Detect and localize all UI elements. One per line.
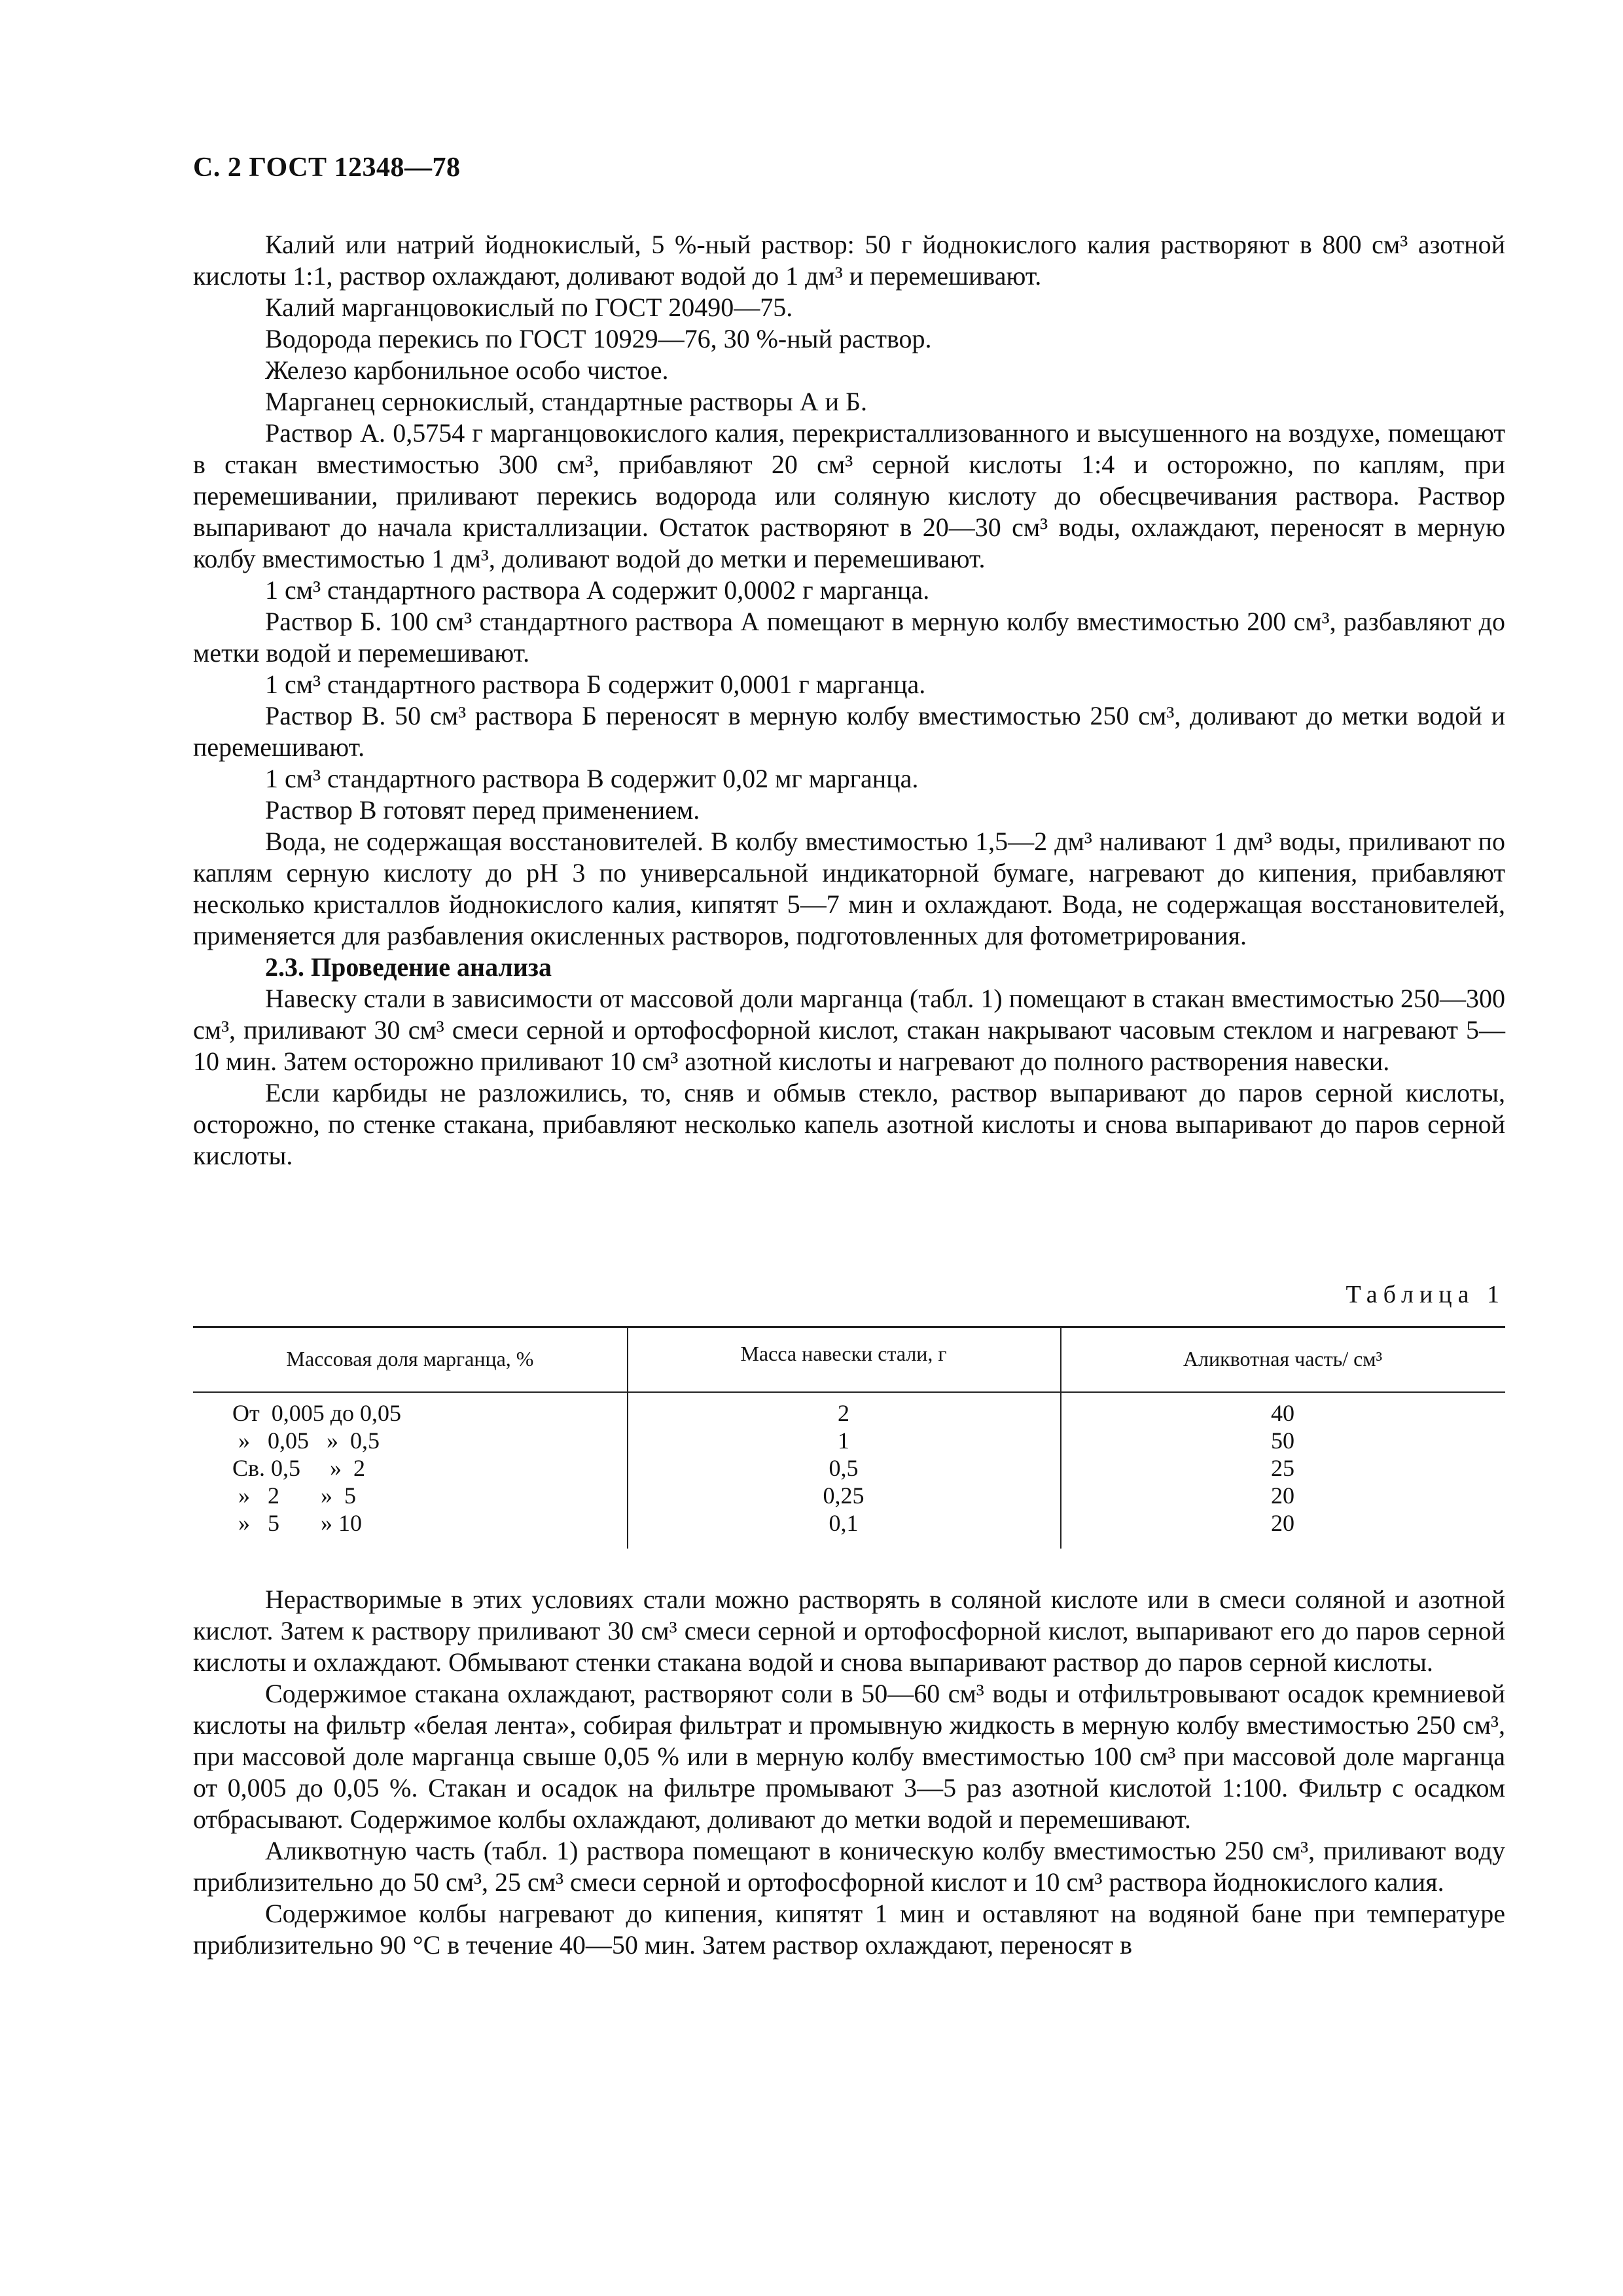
table-header-rule — [193, 1391, 1505, 1393]
paragraph: Навеску стали в зависимости от массовой доли марганца (табл. 1) помещают в стакан вместимостью 250—300 см³, приливают 30 см³ смеси серной и ортофосфорной кислот, стакан накрывают часовым стеклом и нагревают 5—10 мин. Затем осторожно приливают 10 см³ азотной кислоты и нагревают до полного растворения навески. — [193, 984, 1505, 1076]
paragraph: Калий марганцовокислый по ГОСТ 20490—75. — [265, 293, 793, 322]
table-caption: Таблица 1 — [1346, 1281, 1505, 1308]
page-header: С. 2 ГОСТ 12348—78 — [193, 152, 461, 183]
paragraph: Раствор А. 0,5754 г марганцовокислого калия, перекристаллизованного и высушенного на воздухе, помещают в стакан вместимостью 300 см³, прибавляют 20 см³ серной кислоты 1:4 и осторожно, по каплям, при перемешивании, приливают перекись водорода или соляную кислоту до обесцвечивания раствора. Раствор выпаривают до начала кристаллизации. Остаток растворяют в 20—30 см³ воды, охлаждают, переносят в мерную колбу вместимостью 1 дм³, доливают водой до метки и перемешивают. — [193, 418, 1505, 573]
table-cell: Св. 0,5 » 2 — [232, 1455, 366, 1481]
table-top-rule — [193, 1326, 1505, 1328]
paragraph: Раствор В. 50 см³ раствора Б переносят в мерную колбу вместимостью 250 см³, доливают до метки водой и перемешивают. — [193, 701, 1505, 762]
paragraph: Железо карбонильное особо чистое. — [265, 355, 669, 385]
table-cell: » 2 » 5 — [232, 1482, 356, 1509]
paragraph: Водорода перекись по ГОСТ 10929—76, 30 %-ный раствор. — [265, 324, 932, 353]
paragraph: Содержимое колбы нагревают до кипения, кипятят 1 мин и оставляют на водяной бане при температуре приблизительно 90 °С в течение 40—50 мин. Затем раствор охлаждают, переносят в — [193, 1899, 1505, 1960]
body-bottom — [193, 1584, 1505, 1961]
table-cell: » 0,05 » 0,5 — [232, 1427, 380, 1454]
table-column-3 — [1060, 1399, 1505, 1537]
table-cell: 50 — [1271, 1427, 1294, 1454]
paragraph: Раствор В готовят перед применением. — [265, 795, 700, 825]
paragraph: Нерастворимые в этих условиях стали можно растворять в соляной кислоте или в смеси соляной и азотной кислот. Затем к раствору приливают 30 см³ смеси серной и ортофосфорной кислот, выпаривают его до паров серной кислоты и охлаждают. Обмывают стенки стакана водой и снова выпаривают раствор до паров серной кислоты. — [193, 1585, 1505, 1677]
table-cell: 40 — [1271, 1400, 1294, 1426]
table-header-cell: Масса навески стали, г — [740, 1342, 947, 1365]
paragraph: 1 см³ стандартного раствора А содержит 0,0002 г марганца. — [265, 575, 930, 605]
table-cell: 2 — [838, 1400, 849, 1426]
table-cell: 1 — [838, 1427, 849, 1454]
table-header-cell: Аликвотная часть/ см³ — [1183, 1347, 1383, 1371]
paragraph: 1 см³ стандартного раствора Б содержит 0,0001 г марганца. — [265, 670, 926, 699]
table-column-1 — [232, 1399, 625, 1537]
paragraph: Если карбиды не разложились, то, сняв и обмыв стекло, раствор выпаривают до паров серной кислоты, осторожно, по стенке стакана, прибавляют несколько капель азотной кислоты и снова выпаривают до паров серной кислоты. — [193, 1078, 1505, 1170]
table-cell: 20 — [1271, 1510, 1294, 1536]
table-column-2 — [627, 1399, 1060, 1537]
table-cell: 25 — [1271, 1455, 1294, 1481]
section-heading: 2.3. Проведение анализа — [265, 952, 552, 982]
table-cell: 0,5 — [829, 1455, 859, 1481]
table-cell: 0,25 — [823, 1482, 865, 1509]
paragraph: Вода, не содержащая восстановителей. В колбу вместимостью 1,5—2 дм³ наливают 1 дм³ воды, приливают по каплям серную кислоту до pH 3 по универсальной индикаторной бумаге, нагревают до кипения, прибавляют несколько кристаллов йоднокислого калия, кипятят 5—7 мин и охлаждают. Вода, не содержащая восстановителей, применяется для разбавления окисленных растворов, подготовленных для фотометрирования. — [193, 827, 1505, 950]
table-cell: 20 — [1271, 1482, 1294, 1509]
paragraph: Раствор Б. 100 см³ стандартного раствора А помещают в мерную колбу вместимостью 200 см³, разбавляют до метки водой и перемешивают. — [193, 607, 1505, 668]
table-cell: От 0,005 до 0,05 — [232, 1400, 402, 1426]
table-header-cell: Массовая доля марганца, % — [286, 1347, 534, 1371]
paragraph: Аликвотную часть (табл. 1) раствора помещают в коническую колбу вместимостью 250 см³, приливают воду приблизительно до 50 см³, 25 см³ смеси серной и ортофосфорной кислот и 10 см³ раствора йоднокислого калия. — [193, 1836, 1505, 1897]
paragraph: Марганец сернокислый, стандартные растворы А и Б. — [265, 387, 867, 416]
table-cell: » 5 » 10 — [232, 1510, 362, 1536]
data-table — [193, 1326, 1505, 1549]
paragraph: Содержимое стакана охлаждают, растворяют соли в 50—60 см³ воды и отфильтровывают осадок кремниевой кислоты на фильтр «белая лента», собирая фильтрат и промывную жидкость в мерную колбу вместимостью 250 см³, при массовой доле марганца свыше 0,05 % или в мерную колбу вместимостью 100 см³ при массовой доле марганца от 0,005 до 0,05 %. Стакан и осадок на фильтре промывают 3—5 раз азотной кислотой 1:100. Фильтр с осадком отбрасывают. Содержимое колбы охлаждают, доливают до метки водой и перемешивают. — [193, 1679, 1505, 1834]
table-cell: 0,1 — [829, 1510, 859, 1536]
paragraph: Калий или натрий йоднокислый, 5 %-ный раствор: 50 г йоднокислого калия растворяют в 800 см³ азотной кислоты 1:1, раствор охлаждают, доливают водой до 1 дм³ и перемешивают. — [193, 230, 1505, 291]
body-top — [193, 229, 1505, 1172]
paragraph: 1 см³ стандартного раствора В содержит 0,02 мг марганца. — [265, 764, 919, 793]
